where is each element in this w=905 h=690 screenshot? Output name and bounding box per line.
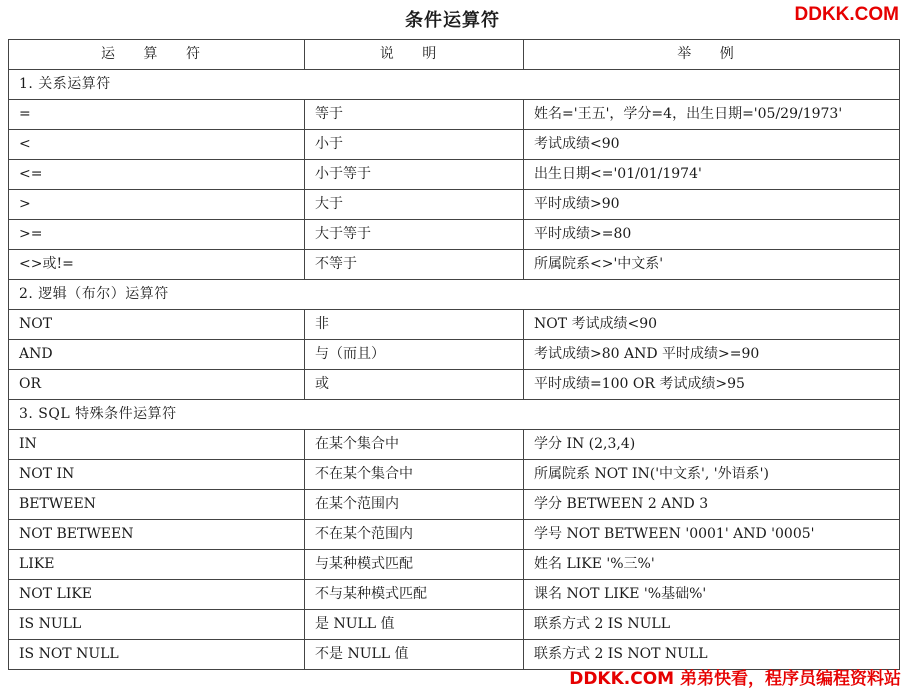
table-row: [9, 130, 900, 160]
example-cell: 考试成绩>80 AND 平时成绩>=90: [524, 340, 900, 370]
page-title: 条件运算符: [405, 10, 500, 31]
example-cell: 课名 NOT LIKE '%基础%': [524, 580, 900, 610]
watermark-banner: DDKK.COM 弟弟快看，程序员编程资料站: [569, 669, 901, 689]
description-cell: 是 NULL 值: [305, 610, 524, 640]
operator-cell: NOT LIKE: [9, 580, 305, 610]
description-cell: 不在某个范围内: [305, 520, 524, 550]
section-row: [9, 280, 900, 310]
table-row: [9, 460, 900, 490]
description-cell: 不等于: [305, 250, 524, 280]
example-cell: 联系方式 2 IS NOT NULL: [524, 640, 900, 670]
section-row: [9, 400, 900, 430]
operator-cell: IS NULL: [9, 610, 305, 640]
section-title: 3. SQL 特殊条件运算符: [9, 400, 900, 430]
operator-cell: IN: [9, 430, 305, 460]
description-cell: 不在某个集合中: [305, 460, 524, 490]
table-row: [9, 220, 900, 250]
section-title: 1. 关系运算符: [9, 70, 900, 100]
example-cell: 学号 NOT BETWEEN '0001' AND '0005': [524, 520, 900, 550]
example-cell: 所属院系<>'中文系': [524, 250, 900, 280]
operator-cell: IS NOT NULL: [9, 640, 305, 670]
section-title: 2. 逻辑（布尔）运算符: [9, 280, 900, 310]
table-row: [9, 100, 900, 130]
operators-table: [8, 39, 900, 670]
example-cell: 考试成绩<90: [524, 130, 900, 160]
description-cell: 等于: [305, 100, 524, 130]
table-row: [9, 340, 900, 370]
table-row: [9, 580, 900, 610]
table-row: [9, 190, 900, 220]
example-cell: 学分 IN (2,3,4): [524, 430, 900, 460]
description-cell: 小于: [305, 130, 524, 160]
example-cell: NOT 考试成绩<90: [524, 310, 900, 340]
example-cell: 平时成绩>=80: [524, 220, 900, 250]
example-cell: 出生日期<='01/01/1974': [524, 160, 900, 190]
operator-cell: LIKE: [9, 550, 305, 580]
table-row: [9, 520, 900, 550]
description-cell: 或: [305, 370, 524, 400]
table-row: [9, 370, 900, 400]
description-cell: 与某种模式匹配: [305, 550, 524, 580]
example-cell: 所属院系 NOT IN('中文系', '外语系'): [524, 460, 900, 490]
description-cell: 在某个范围内: [305, 490, 524, 520]
table-row: [9, 610, 900, 640]
description-cell: 不是 NULL 值: [305, 640, 524, 670]
column-header-operator: 运 算 符: [9, 40, 305, 70]
operator-cell: NOT: [9, 310, 305, 340]
description-cell: 与（而且）: [305, 340, 524, 370]
table-row: [9, 490, 900, 520]
operator-cell: >: [9, 190, 305, 220]
table-row: [9, 430, 900, 460]
operator-cell: BETWEEN: [9, 490, 305, 520]
operator-cell: NOT BETWEEN: [9, 520, 305, 550]
example-cell: 联系方式 2 IS NULL: [524, 610, 900, 640]
table-row: [9, 250, 900, 280]
table-header-row: [9, 40, 900, 70]
operator-cell: AND: [9, 340, 305, 370]
example-cell: 姓名 LIKE '%三%': [524, 550, 900, 580]
table-row: [9, 160, 900, 190]
table-row: [9, 550, 900, 580]
operator-cell: <: [9, 130, 305, 160]
description-cell: 非: [305, 310, 524, 340]
example-cell: 学分 BETWEEN 2 AND 3: [524, 490, 900, 520]
operator-cell: >=: [9, 220, 305, 250]
operator-cell: <>或!=: [9, 250, 305, 280]
example-cell: 平时成绩>90: [524, 190, 900, 220]
table-row: [9, 310, 900, 340]
description-cell: 大于: [305, 190, 524, 220]
description-cell: 小于等于: [305, 160, 524, 190]
operator-cell: OR: [9, 370, 305, 400]
description-cell: 不与某种模式匹配: [305, 580, 524, 610]
example-cell: 姓名='王五'，学分=4，出生日期='05/29/1973': [524, 100, 900, 130]
description-cell: 大于等于: [305, 220, 524, 250]
operator-cell: <=: [9, 160, 305, 190]
operator-cell: =: [9, 100, 305, 130]
operator-cell: NOT IN: [9, 460, 305, 490]
section-row: [9, 70, 900, 100]
column-header-example: 举 例: [524, 40, 900, 70]
column-header-description: 说 明: [305, 40, 524, 70]
watermark-logo: DDKK.COM: [794, 4, 899, 25]
description-cell: 在某个集合中: [305, 430, 524, 460]
example-cell: 平时成绩=100 OR 考试成绩>95: [524, 370, 900, 400]
